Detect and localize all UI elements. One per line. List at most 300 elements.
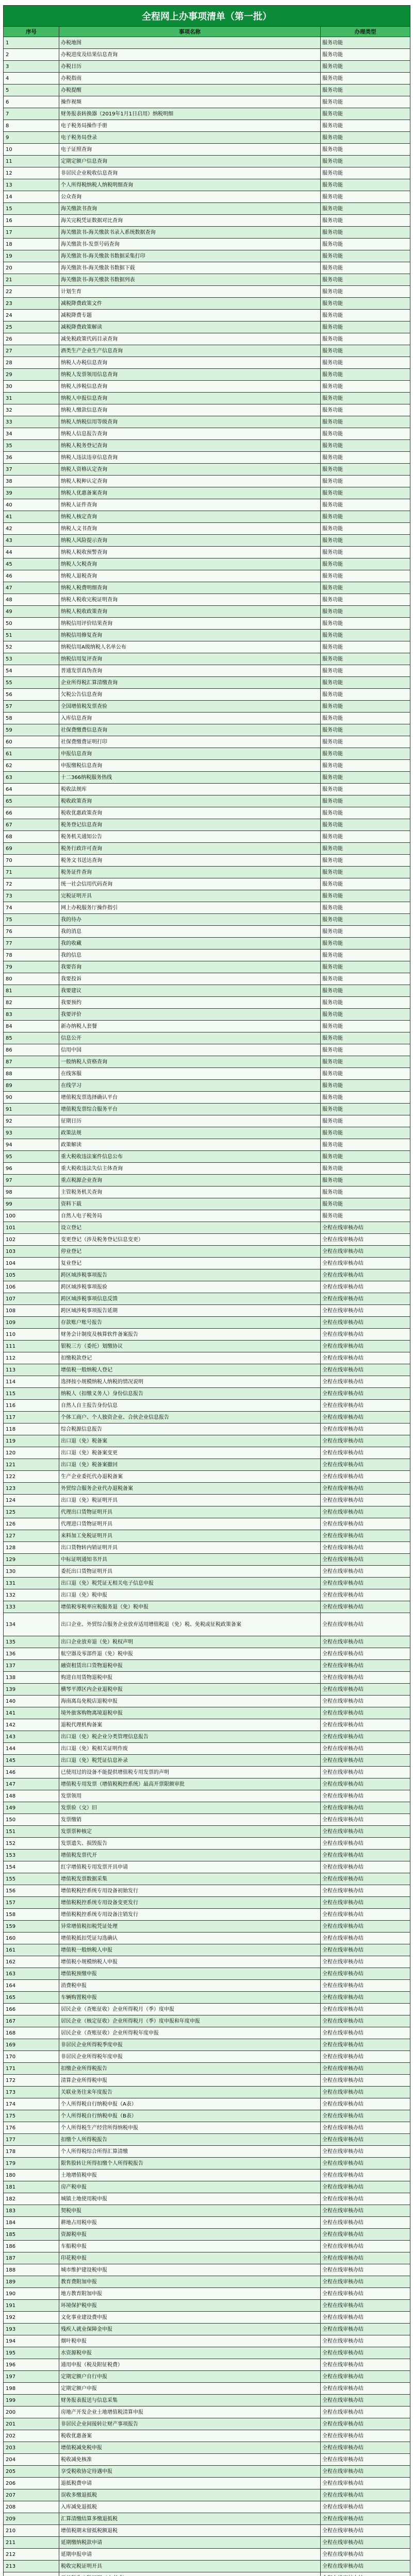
header-no: 序号: [4, 27, 59, 37]
row-item-name: 申报信息查询: [59, 748, 321, 760]
row-item-name: 增值税税控系统专用设备初始发行: [59, 1885, 321, 1897]
row-item-name: 增值税一般纳税人登记: [59, 1364, 321, 1376]
row-type: 全程在线审核办结: [321, 2098, 410, 2110]
table-row: [4, 795, 410, 807]
table-row: [4, 1269, 410, 1281]
row-number: 75: [4, 914, 59, 926]
row-type: 全程在线审核办结: [321, 1364, 410, 1376]
row-item-name: 地方教育附加申报: [59, 2288, 321, 2300]
row-item-name: 办税地图: [59, 37, 321, 49]
table-row: [4, 2501, 410, 2513]
row-number: 198: [4, 2383, 59, 2395]
table-row: [4, 2134, 410, 2146]
row-item-name: 增值税发票代开: [59, 1850, 321, 1861]
row-type: 全程在线审核办结: [321, 2004, 410, 2015]
table-title: 全程网上办事项清单（第一批）: [4, 6, 410, 27]
row-number: 17: [4, 227, 59, 239]
row-number: 127: [4, 1530, 59, 1542]
row-number: 72: [4, 878, 59, 890]
table-row: [4, 938, 410, 950]
row-type: 全程在线审核办结: [321, 1696, 410, 1707]
row-number: 20: [4, 262, 59, 274]
row-type: 全程在线审核办结: [321, 2288, 410, 2300]
row-item-name: 海关缴款书-发票号码查询: [59, 239, 321, 250]
row-item-name: 出口退（免）税相关证明作废: [59, 1743, 321, 1755]
row-item-name: 计划生育: [59, 286, 321, 298]
table-row: [4, 2335, 410, 2347]
table-row: [4, 1483, 410, 1495]
row-type: 服务功能: [321, 511, 410, 523]
row-number: 98: [4, 1187, 59, 1198]
row-type: 服务功能: [321, 84, 410, 96]
table-row: [4, 357, 410, 369]
row-type: 服务功能: [321, 321, 410, 333]
row-type: 全程在线审核办结: [321, 2371, 410, 2383]
row-number: 174: [4, 2098, 59, 2110]
row-item-name: 社保费缴费信息查询: [59, 724, 321, 736]
row-item-name: 汇算清缴结算多缴退抵税: [59, 2513, 321, 2525]
row-type: 服务功能: [321, 393, 410, 404]
row-type: 全程在线审核办结: [321, 2489, 410, 2501]
row-item-name: 普通发票真伪查询: [59, 665, 321, 677]
row-number: 5: [4, 84, 59, 96]
table-row: [4, 2395, 410, 2406]
header-type: 办理类型: [321, 27, 410, 37]
table-row: [4, 1032, 410, 1044]
row-item-name: 房地产开发企业土地增值税清算申报: [59, 2406, 321, 2418]
row-number: 96: [4, 1163, 59, 1175]
row-number: 4: [4, 73, 59, 84]
row-item-name: 外贸综合服务企业代办退税备案: [59, 1483, 321, 1495]
row-item-name: 我的待办: [59, 914, 321, 926]
row-type: 服务功能: [321, 144, 410, 156]
row-type: 服务功能: [321, 558, 410, 570]
table-row: [4, 84, 410, 96]
table-row: [4, 1258, 410, 1269]
row-type: 全程在线审核办结: [321, 1790, 410, 1802]
row-type: 全程在线审核办结: [321, 1956, 410, 1968]
row-item-name: 车船税申报: [59, 2241, 321, 2252]
row-type: 全程在线审核办结: [321, 1719, 410, 1731]
table-row: [4, 641, 410, 653]
row-number: 191: [4, 2300, 59, 2312]
table-row: [4, 191, 410, 203]
row-number: 162: [4, 1956, 59, 1968]
row-type: 服务功能: [321, 677, 410, 689]
row-type: 全程在线审核办结: [321, 1246, 410, 1258]
row-number: 135: [4, 1636, 59, 1648]
row-item-name: 我的收藏: [59, 938, 321, 950]
row-number: 18: [4, 239, 59, 250]
row-number: 59: [4, 724, 59, 736]
table-row: [4, 1092, 410, 1104]
row-type: 服务功能: [321, 724, 410, 736]
row-item-name: 海关缴款书-海关缴款书数据采集打印: [59, 250, 321, 262]
row-item-name: 入库减免退抵税: [59, 2501, 321, 2513]
row-number: 183: [4, 2205, 59, 2217]
row-item-name: 教育费附加申报: [59, 2276, 321, 2288]
table-row: [4, 2205, 410, 2217]
table-row: [4, 926, 410, 938]
row-number: 152: [4, 1838, 59, 1850]
table-row: [4, 867, 410, 878]
row-number: 78: [4, 950, 59, 961]
row-type: 服务功能: [321, 167, 410, 179]
row-type: 全程在线审核办结: [321, 2027, 410, 2039]
table-row: [4, 1222, 410, 1234]
row-item-name: 城镇土地使用税申报: [59, 2193, 321, 2205]
row-item-name: 一般纳税人资格查询: [59, 1056, 321, 1068]
row-item-name: 发票验（交）旧: [59, 1802, 321, 1814]
row-number: 102: [4, 1234, 59, 1246]
row-type: 服务功能: [321, 1104, 410, 1115]
row-item-name: 增值税专用发票（增值税税控系统）最高开票限额审批: [59, 1778, 321, 1790]
row-item-name: 土地增值税申报: [59, 2170, 321, 2181]
row-number: 93: [4, 1127, 59, 1139]
row-type: 全程在线审核办结: [321, 1814, 410, 1826]
row-item-name: 出口退（免）税凭证信息补录: [59, 1755, 321, 1767]
row-number: 16: [4, 215, 59, 227]
row-item-name: 个人所得税纳税人纳税明细查询: [59, 179, 321, 191]
row-type: 全程在线审核办结: [321, 2513, 410, 2525]
table-row: [4, 2193, 410, 2205]
table-row: [4, 345, 410, 357]
row-number: 196: [4, 2359, 59, 2371]
table-row: [4, 1921, 410, 1933]
row-type: 全程在线审核办结: [321, 1495, 410, 1506]
table-row: [4, 2312, 410, 2324]
row-number: 187: [4, 2252, 59, 2264]
row-number: 45: [4, 558, 59, 570]
row-item-name: 环境保护税申报: [59, 2300, 321, 2312]
row-number: 31: [4, 393, 59, 404]
row-type: 服务功能: [321, 926, 410, 938]
row-number: 157: [4, 1897, 59, 1909]
row-type: 全程在线审核办结: [321, 1873, 410, 1885]
row-number: 29: [4, 369, 59, 381]
row-number: 103: [4, 1246, 59, 1258]
table-row: [4, 61, 410, 73]
row-item-name: 出口退（免）税备案撤回: [59, 1459, 321, 1471]
table-row: [4, 1909, 410, 1921]
row-item-name: 出口退（免）税证明开具: [59, 1495, 321, 1506]
row-item-name: 税收完税证明开具: [59, 2561, 321, 2572]
row-item-name: 我要投诉: [59, 973, 321, 985]
row-item-name: 出口企业放弃退（免）税权声明: [59, 1636, 321, 1648]
row-number: 190: [4, 2288, 59, 2300]
row-item-name: 海关缴款书-海关缴款书数据下载: [59, 262, 321, 274]
table-row: [4, 1885, 410, 1897]
row-number: 117: [4, 1412, 59, 1423]
row-item-name: 异常增值税扣税凭证处理: [59, 1921, 321, 1933]
row-type: 服务功能: [321, 867, 410, 878]
row-number: 110: [4, 1329, 59, 1341]
row-number: 41: [4, 511, 59, 523]
row-number: 159: [4, 1921, 59, 1933]
row-item-name: 减免税政策代码目录查询: [59, 333, 321, 345]
row-number: 3: [4, 61, 59, 73]
table-row: [4, 2217, 410, 2229]
table-row: [4, 321, 410, 333]
table-row: [4, 1341, 410, 1352]
row-type: 全程在线审核办结: [321, 1778, 410, 1790]
row-type: 全程在线审核办结: [321, 2454, 410, 2466]
row-item-name: 我要预约: [59, 997, 321, 1009]
table-row: [4, 239, 410, 250]
row-item-name: 税收优惠政策查询: [59, 807, 321, 819]
row-number: 95: [4, 1151, 59, 1163]
table-row: [4, 179, 410, 191]
row-number: 73: [4, 890, 59, 902]
row-type: 服务功能: [321, 1175, 410, 1187]
row-type: 全程在线审核办结: [321, 1341, 410, 1352]
row-item-name: 财务报表转换器（2019年1月1日启用）纳税明细: [59, 108, 321, 120]
row-number: 80: [4, 973, 59, 985]
table-row: [4, 1115, 410, 1127]
table-row: [4, 665, 410, 677]
row-type: 全程在线审核办结: [321, 2478, 410, 2489]
row-item-name: 在线客服: [59, 1068, 321, 1080]
row-number: 121: [4, 1459, 59, 1471]
row-type: 全程在线审核办结: [321, 2347, 410, 2359]
row-number: 108: [4, 1305, 59, 1317]
row-type: 全程在线审核办结: [321, 2300, 410, 2312]
row-type: 全程在线审核办结: [321, 2158, 410, 2170]
table-row: [4, 96, 410, 108]
table-row: [4, 713, 410, 724]
row-type: 服务功能: [321, 49, 410, 61]
table-row: [4, 416, 410, 428]
header-item: 事项名称: [59, 27, 321, 37]
row-item-name: 税务行政许可查询: [59, 843, 321, 855]
row-number: 76: [4, 926, 59, 938]
row-type: 全程在线审核办结: [321, 2075, 410, 2087]
row-number: 23: [4, 298, 59, 310]
row-number: 91: [4, 1104, 59, 1115]
row-number: 120: [4, 1447, 59, 1459]
row-type: 全程在线审核办结: [321, 2335, 410, 2347]
row-type: 全程在线审核办结: [321, 2217, 410, 2229]
row-number: 143: [4, 1731, 59, 1743]
row-number: 50: [4, 618, 59, 630]
table-row: [4, 2359, 410, 2371]
row-type: 服务功能: [321, 357, 410, 369]
row-number: 56: [4, 689, 59, 701]
row-item-name: 酒类生产企业生产信息查询: [59, 345, 321, 357]
row-item-name: 跨区域涉税事项报告: [59, 1269, 321, 1281]
row-item-name: 完税证明开具: [59, 890, 321, 902]
table-row: [4, 2039, 410, 2051]
row-type: 服务功能: [321, 191, 410, 203]
row-number: 118: [4, 1423, 59, 1435]
row-type: 全程在线审核办结: [321, 1861, 410, 1873]
table-row: [4, 2525, 410, 2537]
table-row: [4, 1352, 410, 1364]
row-type: 全程在线审核办结: [321, 1423, 410, 1435]
row-type: 服务功能: [321, 630, 410, 641]
row-item-name: 主管税务机关查询: [59, 1187, 321, 1198]
table-row: [4, 2383, 410, 2395]
row-number: 211: [4, 2537, 59, 2549]
table-row: [4, 618, 410, 630]
table-row: [4, 487, 410, 499]
row-item-name: 公众查询: [59, 191, 321, 203]
row-type: 全程在线审核办结: [321, 2063, 410, 2075]
row-type: 服务功能: [321, 594, 410, 606]
row-type: 全程在线审核办结: [321, 1802, 410, 1814]
row-item-name: 欠税公告信息查询: [59, 689, 321, 701]
row-item-name: 个人所得税综合所得汇算清缴: [59, 2146, 321, 2158]
row-item-name: 出口退（免）税申报: [59, 1589, 321, 1601]
table-row: [4, 1459, 410, 1471]
row-item-name: 烟叶税申报: [59, 2335, 321, 2347]
row-type: 服务功能: [321, 381, 410, 393]
row-number: 170: [4, 2051, 59, 2063]
table-row: [4, 227, 410, 239]
table-row: [4, 2122, 410, 2134]
row-number: 106: [4, 1281, 59, 1293]
row-item-name: 纳税人税种认定查询: [59, 476, 321, 487]
row-item-name: 出口退（免）税备案: [59, 1435, 321, 1447]
row-item-name: [59, 2572, 321, 2576]
row-item-name: 纳税人证件查询: [59, 499, 321, 511]
row-number: 26: [4, 333, 59, 345]
row-item-name: 个人所得税自行纳税申报（B表）: [59, 2110, 321, 2122]
row-item-name: 纳税人文书查询: [59, 523, 321, 535]
row-type: 全程在线审核办结: [321, 1269, 410, 1281]
table-row: [4, 985, 410, 997]
row-number: 201: [4, 2418, 59, 2430]
row-type: 服务功能: [321, 914, 410, 926]
table-row: [4, 890, 410, 902]
row-type: 服务功能: [321, 878, 410, 890]
table-row: [4, 594, 410, 606]
row-item-name: 办税进度及结果信息查询: [59, 49, 321, 61]
row-number: 210: [4, 2525, 59, 2537]
row-item-name: 纳税人核定查询: [59, 511, 321, 523]
row-number: 6: [4, 96, 59, 108]
row-number: 189: [4, 2276, 59, 2288]
row-item-name: 办税提醒: [59, 84, 321, 96]
table-row: [4, 961, 410, 973]
table-row: [4, 523, 410, 535]
row-type: 全程在线审核办结: [321, 1542, 410, 1554]
table-row: [4, 1814, 410, 1826]
row-number: 85: [4, 1032, 59, 1044]
row-type: 全程在线审核办结: [321, 2146, 410, 2158]
row-type: 服务功能: [321, 298, 410, 310]
table-row: [4, 1175, 410, 1187]
table-row: [4, 1992, 410, 2004]
row-item-name: 十二366纳税服务热线: [59, 772, 321, 784]
table-row: [4, 369, 410, 381]
row-item-name: 复业登记: [59, 1258, 321, 1269]
row-type: 全程在线审核办结: [321, 2466, 410, 2478]
row-type: 全程在线审核办结: [321, 1352, 410, 1364]
table-row: [4, 950, 410, 961]
row-number: 43: [4, 535, 59, 547]
row-item-name: 个人所得税生产经营所得纳税申报: [59, 2122, 321, 2134]
row-type: 服务功能: [321, 1151, 410, 1163]
row-item-name: 红字增值税专用发票开具申请: [59, 1861, 321, 1873]
row-type: 全程在线审核办结: [321, 2252, 410, 2264]
row-type: 服务功能: [321, 1187, 410, 1198]
row-type: 全程在线审核办结: [321, 2181, 410, 2193]
row-item-name: 增值税期末留抵税额退税: [59, 2525, 321, 2537]
row-type: 服务功能: [321, 464, 410, 476]
table-row: [4, 701, 410, 713]
row-item-name: 自然人电子税务局: [59, 1210, 321, 1222]
row-type: 全程在线审核办结: [321, 1980, 410, 1992]
table-row: [4, 547, 410, 558]
table-row: [4, 2347, 410, 2359]
row-number: 168: [4, 2027, 59, 2039]
row-type: 服务功能: [321, 1127, 410, 1139]
table-row: [4, 1601, 410, 1613]
table-row: [4, 310, 410, 321]
row-type: 服务功能: [321, 1115, 410, 1127]
row-item-name: 扣缴税款登记: [59, 1352, 321, 1364]
row-number: 115: [4, 1388, 59, 1400]
row-type: 服务功能: [321, 736, 410, 748]
row-number: 68: [4, 831, 59, 843]
table-row: [4, 49, 410, 61]
row-type: 全程在线审核办结: [321, 1838, 410, 1850]
table-row: [4, 535, 410, 547]
row-type: 服务功能: [321, 1198, 410, 1210]
table-row: [4, 2537, 410, 2549]
table-row: [4, 1743, 410, 1755]
row-item-name: 海南离岛免税店退税申报: [59, 1696, 321, 1707]
table-row: [4, 1684, 410, 1696]
row-number: 67: [4, 819, 59, 831]
table-row: [4, 1293, 410, 1305]
row-type: 服务功能: [321, 1092, 410, 1104]
title-row: [4, 6, 410, 27]
row-item-name: 纳税信用修复查询: [59, 630, 321, 641]
row-item-name: 融资租赁出口货物退税申报: [59, 1660, 321, 1672]
table-row: [4, 2181, 410, 2193]
row-type: 服务功能: [321, 440, 410, 452]
row-item-name: 限售股转让所得扣缴个人所得税报告: [59, 2158, 321, 2170]
row-type: 全程在线审核办结: [321, 2418, 410, 2430]
row-item-name: 纳税人涉税信息查询: [59, 381, 321, 393]
row-item-name: 残疾人就业保障金申报: [59, 2324, 321, 2335]
row-item-name: 减税降费专题: [59, 310, 321, 321]
row-type: 服务功能: [321, 120, 410, 132]
table-row: [4, 2418, 410, 2430]
row-item-name: 增值税减免税申报: [59, 2442, 321, 2454]
row-type: 服务功能: [321, 428, 410, 440]
table-row: [4, 37, 410, 49]
row-type: 服务功能: [321, 1009, 410, 1021]
row-item-name: 发票缴销: [59, 1814, 321, 1826]
row-item-name: 电子证照查询: [59, 144, 321, 156]
row-item-name: 综合税源信息报告: [59, 1423, 321, 1435]
row-number: 58: [4, 713, 59, 724]
table-row: [4, 2110, 410, 2122]
row-number: 137: [4, 1660, 59, 1672]
table-row: [4, 1578, 410, 1589]
row-item-name: 停业登记: [59, 1246, 321, 1258]
row-item-name: 文化事业建设费申报: [59, 2312, 321, 2324]
row-type: 全程在线审核办结: [321, 2442, 410, 2454]
row-type: 服务功能: [321, 274, 410, 286]
row-type: 全程在线审核办结: [321, 1648, 410, 1660]
table-row: [4, 1755, 410, 1767]
row-item-name: 航空器及零部件退（免）税申报: [59, 1648, 321, 1660]
table-row: [4, 1423, 410, 1435]
